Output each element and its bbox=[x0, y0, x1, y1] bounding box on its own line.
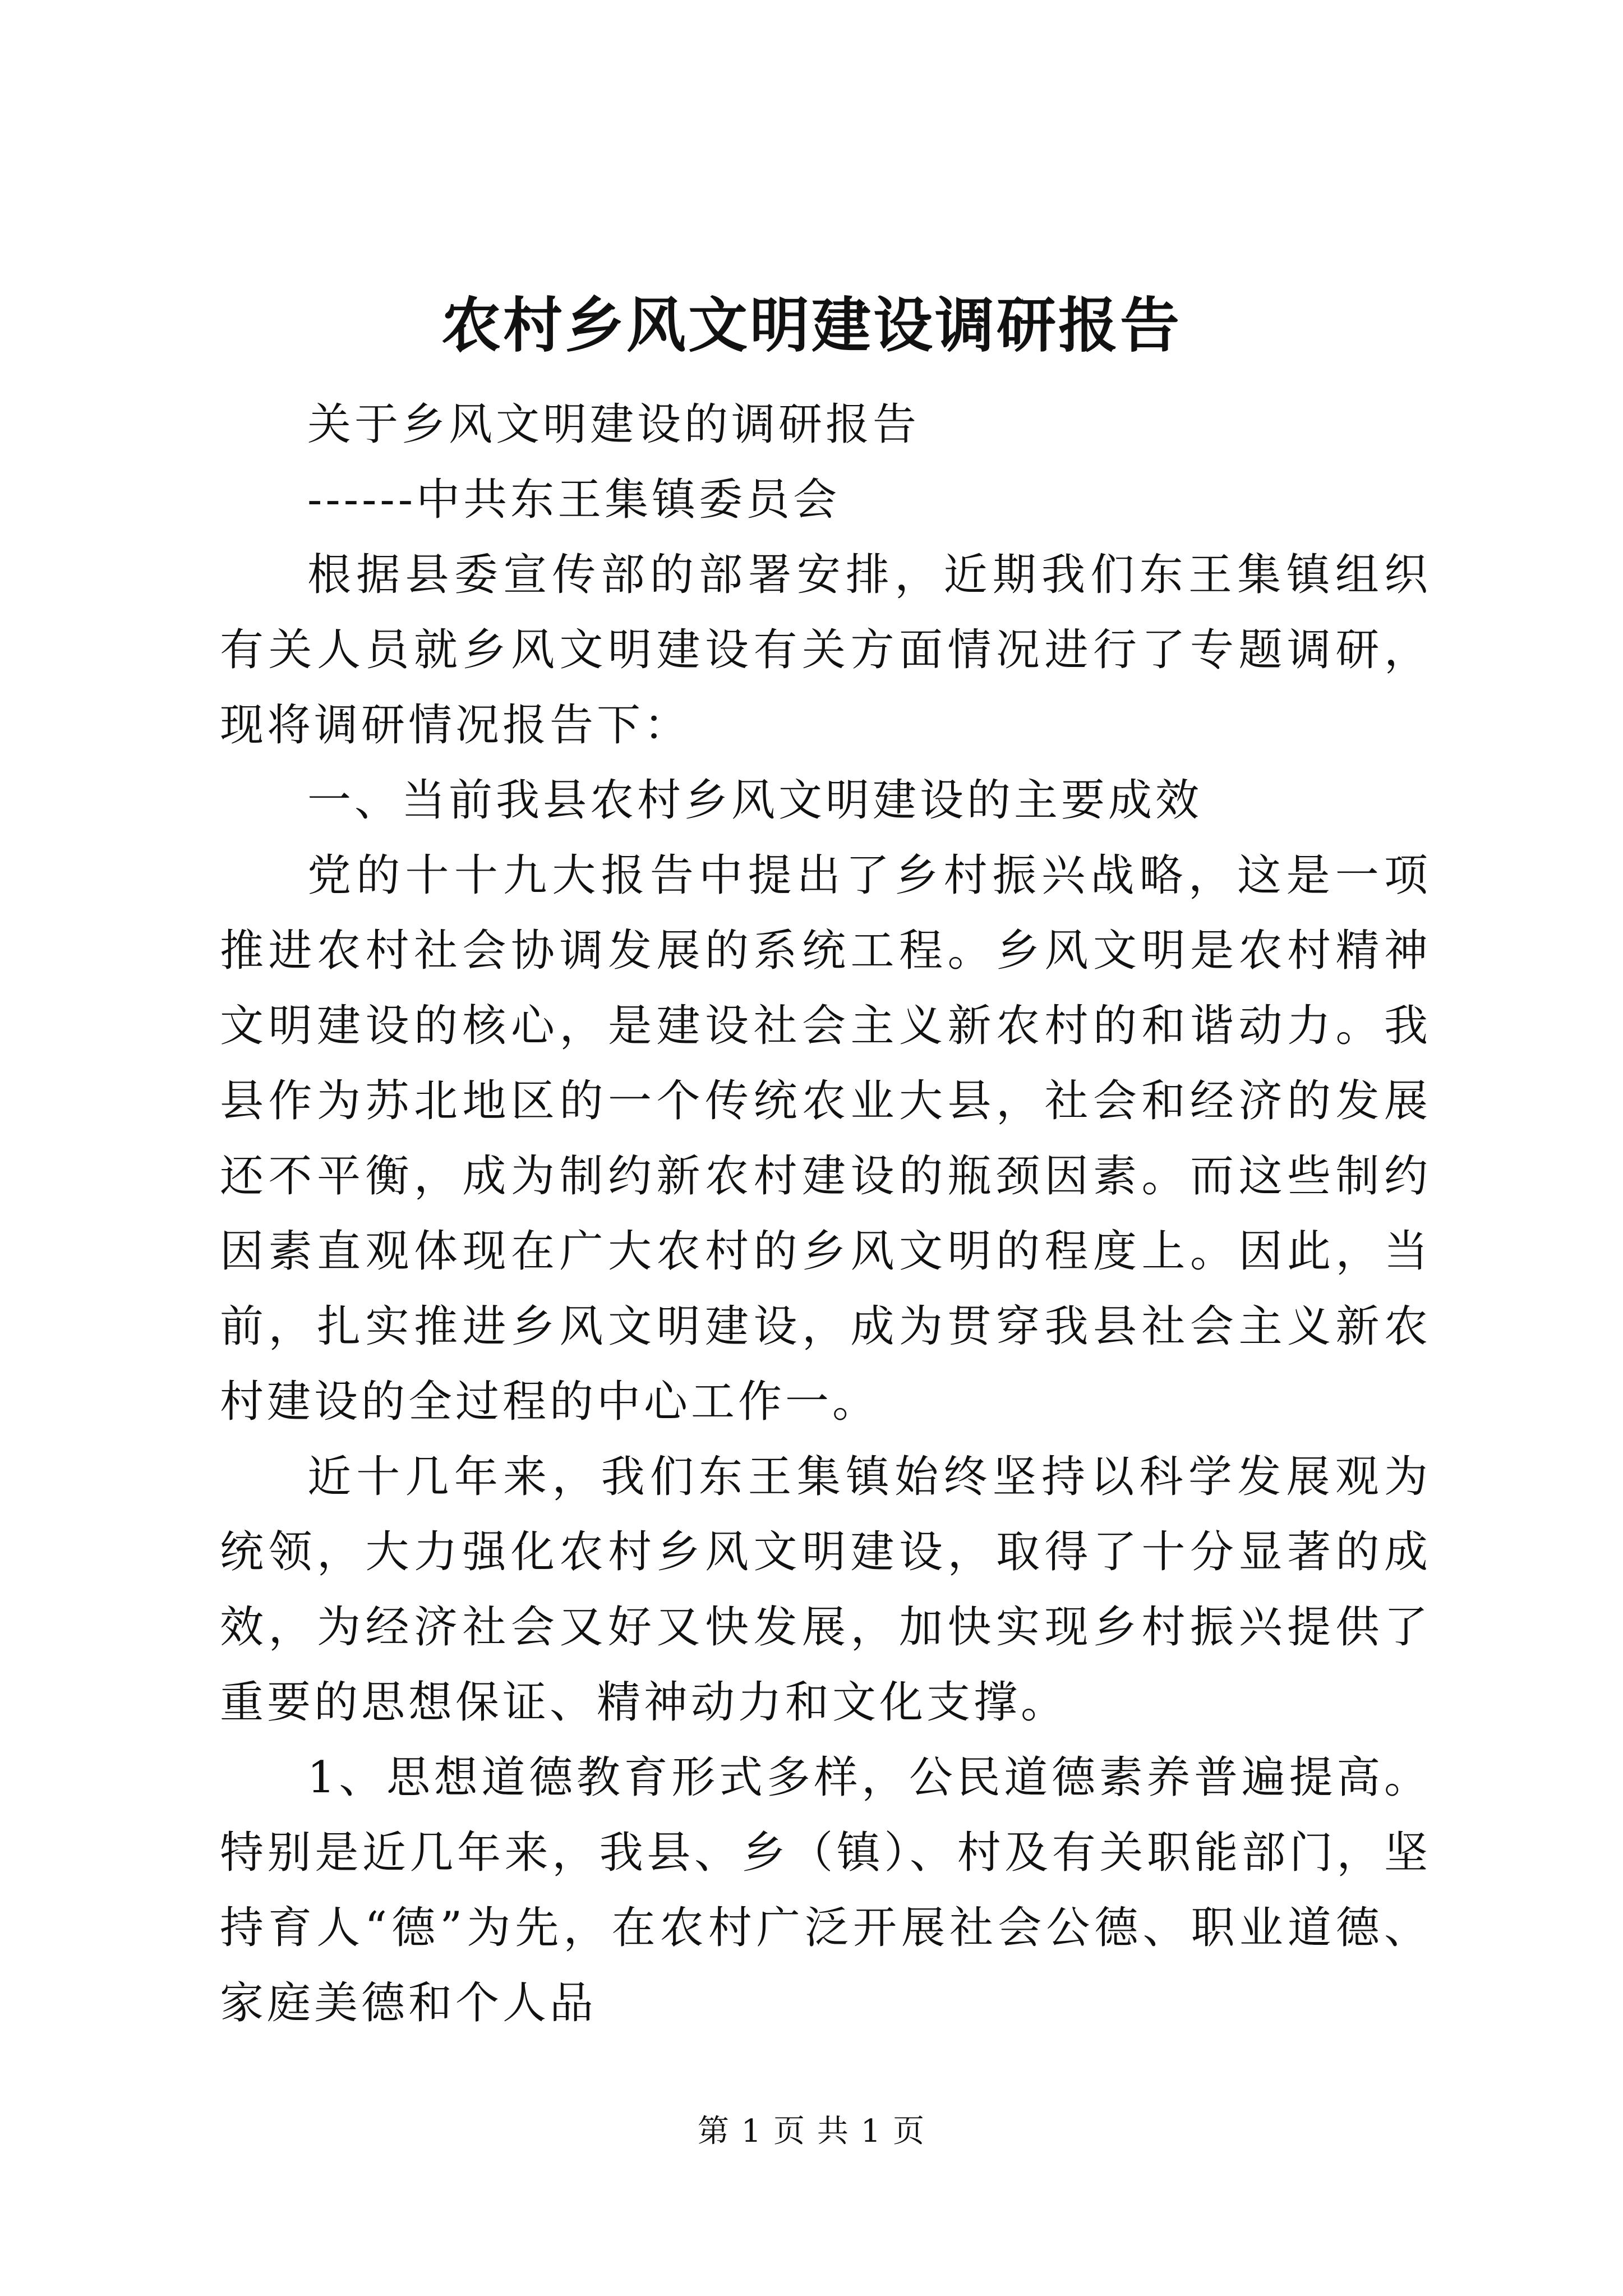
intro-paragraph: 根据县委宣传部的部署安排，近期我们东王集镇组织有关人员就乡风文明建设有关方面情况进行了专题调研，现将调研情况报告下： bbox=[220, 550, 1431, 751]
body-paragraph: 近十几年来，我们东王集镇始终坚持以科学发展观为统领，大力强化农村乡风文明建设，取得了十分显著的成效，为经济社会又好又快发展，加快实现乡村振兴提供了重要的思想保证、精神动力和文化支撑。 bbox=[220, 1452, 1431, 1728]
subtitle-paragraph: 关于乡风文明建设的调研报告 bbox=[307, 399, 920, 450]
body-paragraph: 1、思想道德教育形式多样，公民道德素养普遍提高。特别是近几年来，我县、乡（镇）、村及有关职能部门，坚持育人“德”为先，在农村广泛开展社会公德、职业道德、家庭美德和个人品 bbox=[220, 1752, 1431, 2028]
section-heading: 一、当前我县农村乡风文明建设的主要成效 bbox=[307, 775, 1203, 826]
page-number-footer: 第 1 页 共 1 页 bbox=[697, 2113, 926, 2150]
body-paragraph: 党的十十九大报告中提出了乡村振兴战略，这是一项推进农村社会协调发展的系统工程。乡风文明是农村精神文明建设的核心，是建设社会主义新农村的和谐动力。我县作为苏北地区的一个传统农业大县，社会和经济的发展还不平衡，成为制约新农村建设的瓶颈因素。而这些制约因素直观体现在广大农村的乡风文明的程度上。因此，当前，扎实推进乡风文明建设，成为贯穿我县社会主义新农村建设的全过程的中心工作一。 bbox=[220, 850, 1431, 1427]
author-paragraph: ------中共东王集镇委员会 bbox=[307, 475, 841, 525]
document-body bbox=[220, 387, 1431, 2041]
document-title: 农村乡风文明建设调研报告 bbox=[441, 290, 1182, 360]
